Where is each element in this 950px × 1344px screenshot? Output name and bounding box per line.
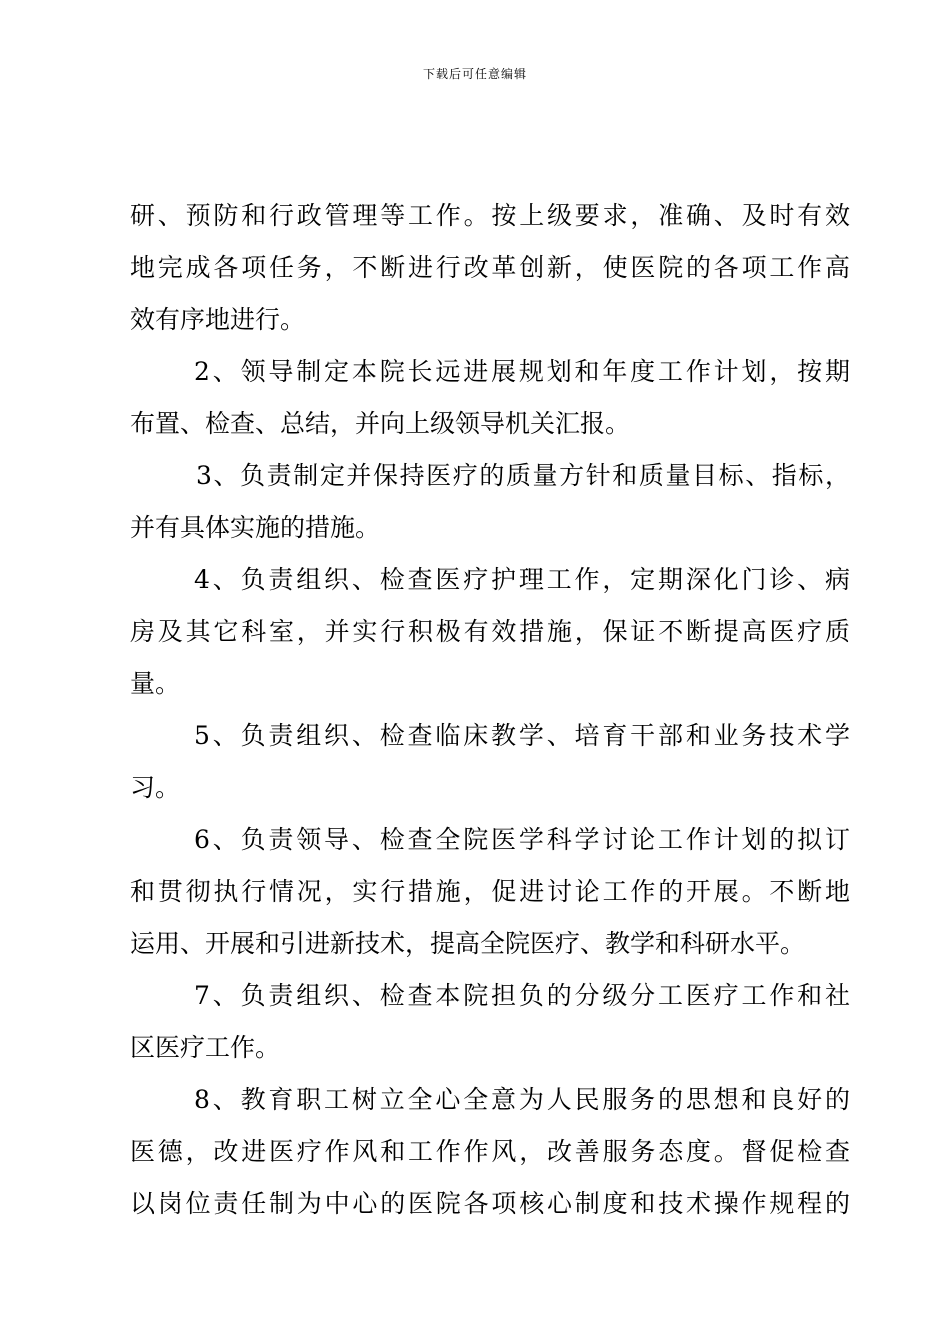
text-line: 2、领导制定本院长远进展规划和年度工作计划，按期	[194, 357, 850, 386]
text-line: 研、预防和行政管理等工作。按上级要求，准确、及时有效	[130, 201, 850, 230]
text-line: 并有具体实施的措施。	[130, 513, 381, 542]
text-line: 布置、检查、总结，并向上级领导机关汇报。	[130, 409, 631, 438]
text-line: 4、负责组织、检查医疗护理工作，定期深化门诊、病	[194, 565, 850, 594]
text-line: 和贯彻执行情况，实行措施，促进讨论工作的开展。不断地	[130, 877, 850, 906]
text-line: 效有序地进行。	[130, 305, 306, 334]
text-line: 运用、开展和引进新技术，提高全院医疗、教学和科研水平。	[130, 929, 806, 958]
text-line: 区医疗工作。	[130, 1033, 281, 1062]
text-line: 以岗位责任制为中心的医院各项核心制度和技术操作规程的	[130, 1189, 850, 1218]
text-line: 习。	[130, 773, 181, 802]
text-line: 8、教育职工树立全心全意为人民服务的思想和良好的	[194, 1085, 850, 1114]
text-line: 医德，改进医疗作风和工作作风，改善服务态度。督促检查	[130, 1137, 850, 1166]
text-line: 量。	[130, 669, 181, 698]
text-line: 5、负责组织、检查临床教学、培育干部和业务技术学	[194, 721, 850, 750]
text-line: 3、负责制定并保持医疗的质量方针和质量目标、指标，	[196, 461, 850, 490]
text-line: 7、负责组织、检查本院担负的分级分工医疗工作和社	[194, 981, 850, 1010]
text-line: 6、负责领导、检查全院医学科学讨论工作计划的拟订	[194, 825, 850, 854]
text-line: 地完成各项任务，不断进行改革创新，使医院的各项工作高	[130, 253, 850, 282]
text-line: 房及其它科室，并实行积极有效措施，保证不断提高医疗质	[130, 617, 850, 646]
document-body	[130, 190, 850, 1230]
page-header: 下载后可任意编辑	[422, 67, 527, 81]
